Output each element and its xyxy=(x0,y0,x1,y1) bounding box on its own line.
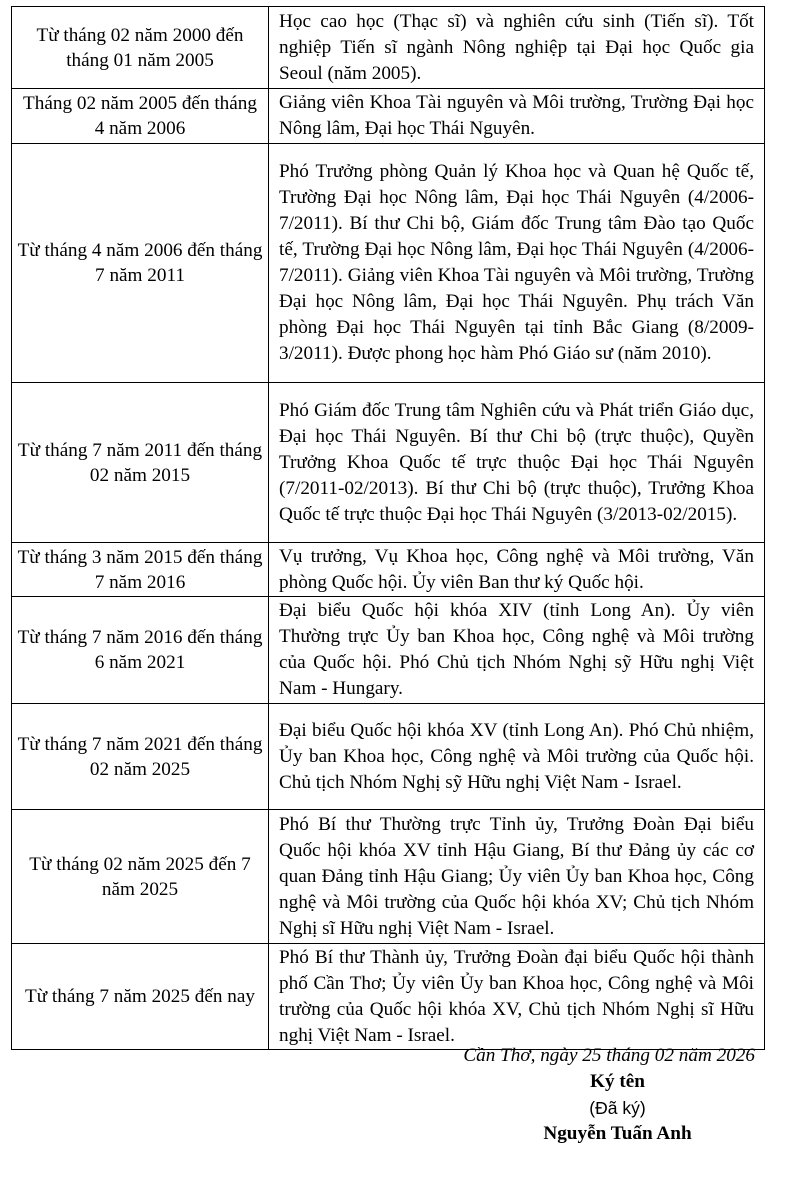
table-row xyxy=(12,89,765,144)
description-cell: Phó Bí thư Thường trực Tỉnh ủy, Trưởng Đoàn Đại biểu Quốc hội khóa XV tỉnh Hậu Giang, Bí thư Đảng ủy các cơ quan Đảng tỉnh Hậu Giang; Ủy viên Ủy ban Khoa học, Công nghệ và Môi trường của Quốc hội khóa XV; Chủ tịch Nhóm Nghị sĩ Hữu nghị Việt Nam - Israel. xyxy=(269,810,765,944)
description-cell: Đại biểu Quốc hội khóa XV (tỉnh Long An). Phó Chủ nhiệm, Ủy ban Khoa học, Công nghệ và Môi trường của Quốc hội. Chủ tịch Nhóm Nghị sỹ Hữu nghị Việt Nam - Israel. xyxy=(269,704,765,810)
description-cell: Phó Bí thư Thành ủy, Trưởng Đoàn đại biểu Quốc hội thành phố Cần Thơ; Ủy viên Ủy ban Khoa học, Công nghệ và Môi trường của Quốc hội khóa XV, Chủ tịch Nhóm Nghị sĩ Hữu nghị Việt Nam - Israel. xyxy=(269,944,765,1050)
period-cell: Từ tháng 7 năm 2016 đến tháng 6 năm 2021 xyxy=(12,597,269,704)
signature-label: Ký tên xyxy=(590,1071,645,1092)
signature-status: (Đã ký) xyxy=(589,1098,646,1118)
description-cell: Đại biểu Quốc hội khóa XIV (tỉnh Long An). Ủy viên Thường trực Ủy ban Khoa học, Công nghệ và Môi trường của Quốc hội. Phó Chủ tịch Nhóm Nghị sỹ Hữu nghị Việt Nam - Hungary. xyxy=(269,597,765,704)
period-cell: Tháng 02 năm 2005 đến tháng 4 năm 2006 xyxy=(12,89,269,144)
table-row xyxy=(12,944,765,1050)
period-cell: Từ tháng 7 năm 2011 đến tháng 02 năm 2015 xyxy=(12,383,269,543)
period-cell: Từ tháng 02 năm 2025 đến 7 năm 2025 xyxy=(12,810,269,944)
table-row xyxy=(12,144,765,383)
table-row xyxy=(12,597,765,704)
table-row xyxy=(12,810,765,944)
period-cell: Từ tháng 7 năm 2025 đến nay xyxy=(12,944,269,1050)
table-row xyxy=(12,543,765,597)
signature-place-date: Cần Thơ, ngày 25 tháng 02 năm 2026 xyxy=(463,1045,755,1066)
description-cell: Giảng viên Khoa Tài nguyên và Môi trường, Trường Đại học Nông lâm, Đại học Thái Nguyên. xyxy=(269,89,765,144)
table-row xyxy=(12,383,765,543)
period-cell: Từ tháng 4 năm 2006 đến tháng 7 năm 2011 xyxy=(12,144,269,383)
signature-block xyxy=(420,1043,755,1147)
period-cell: Từ tháng 3 năm 2015 đến tháng 7 năm 2016 xyxy=(12,543,269,597)
description-cell: Học cao học (Thạc sĩ) và nghiên cứu sinh (Tiến sĩ). Tốt nghiệp Tiến sĩ ngành Nông nghiệp tại Đại học Quốc gia Seoul (năm 2005). xyxy=(269,7,765,89)
table-row xyxy=(12,7,765,89)
signer-name: Nguyễn Tuấn Anh xyxy=(543,1123,692,1144)
description-cell: Phó Trưởng phòng Quản lý Khoa học và Quan hệ Quốc tế, Trường Đại học Nông lâm, Đại học Thái Nguyên (4/2006-7/2011). Bí thư Chi bộ, Giám đốc Trung tâm Đào tạo Quốc tế, Trường Đại học Nông lâm, Đại học Thái Nguyên (4/2006-7/2011). Giảng viên Khoa Tài nguyên và Môi trường, Trường Đại học Nông lâm, Đại học Thái Nguyên. Phụ trách Văn phòng Đại học Thái Nguyên tại tỉnh Bắc Giang (8/2009-3/2011). Được phong học hàm Phó Giáo sư (năm 2010). xyxy=(269,144,765,383)
period-cell: Từ tháng 02 năm 2000 đến tháng 01 năm 2005 xyxy=(12,7,269,89)
period-cell: Từ tháng 7 năm 2021 đến tháng 02 năm 2025 xyxy=(12,704,269,810)
table-row xyxy=(12,704,765,810)
description-cell: Vụ trưởng, Vụ Khoa học, Công nghệ và Môi trường, Văn phòng Quốc hội. Ủy viên Ban thư ký Quốc hội. xyxy=(269,543,765,597)
career-table xyxy=(11,6,765,1050)
description-cell: Phó Giám đốc Trung tâm Nghiên cứu và Phát triển Giáo dục, Đại học Thái Nguyên. Bí thư Chi bộ (trực thuộc), Quyền Trưởng Khoa Quốc tế trực thuộc Đại học Thái Nguyên (7/2011-02/2013). Bí thư Chi bộ (trực thuộc), Trưởng Khoa Quốc tế trực thuộc Đại học Thái Nguyên (3/2013-02/2015). xyxy=(269,383,765,543)
